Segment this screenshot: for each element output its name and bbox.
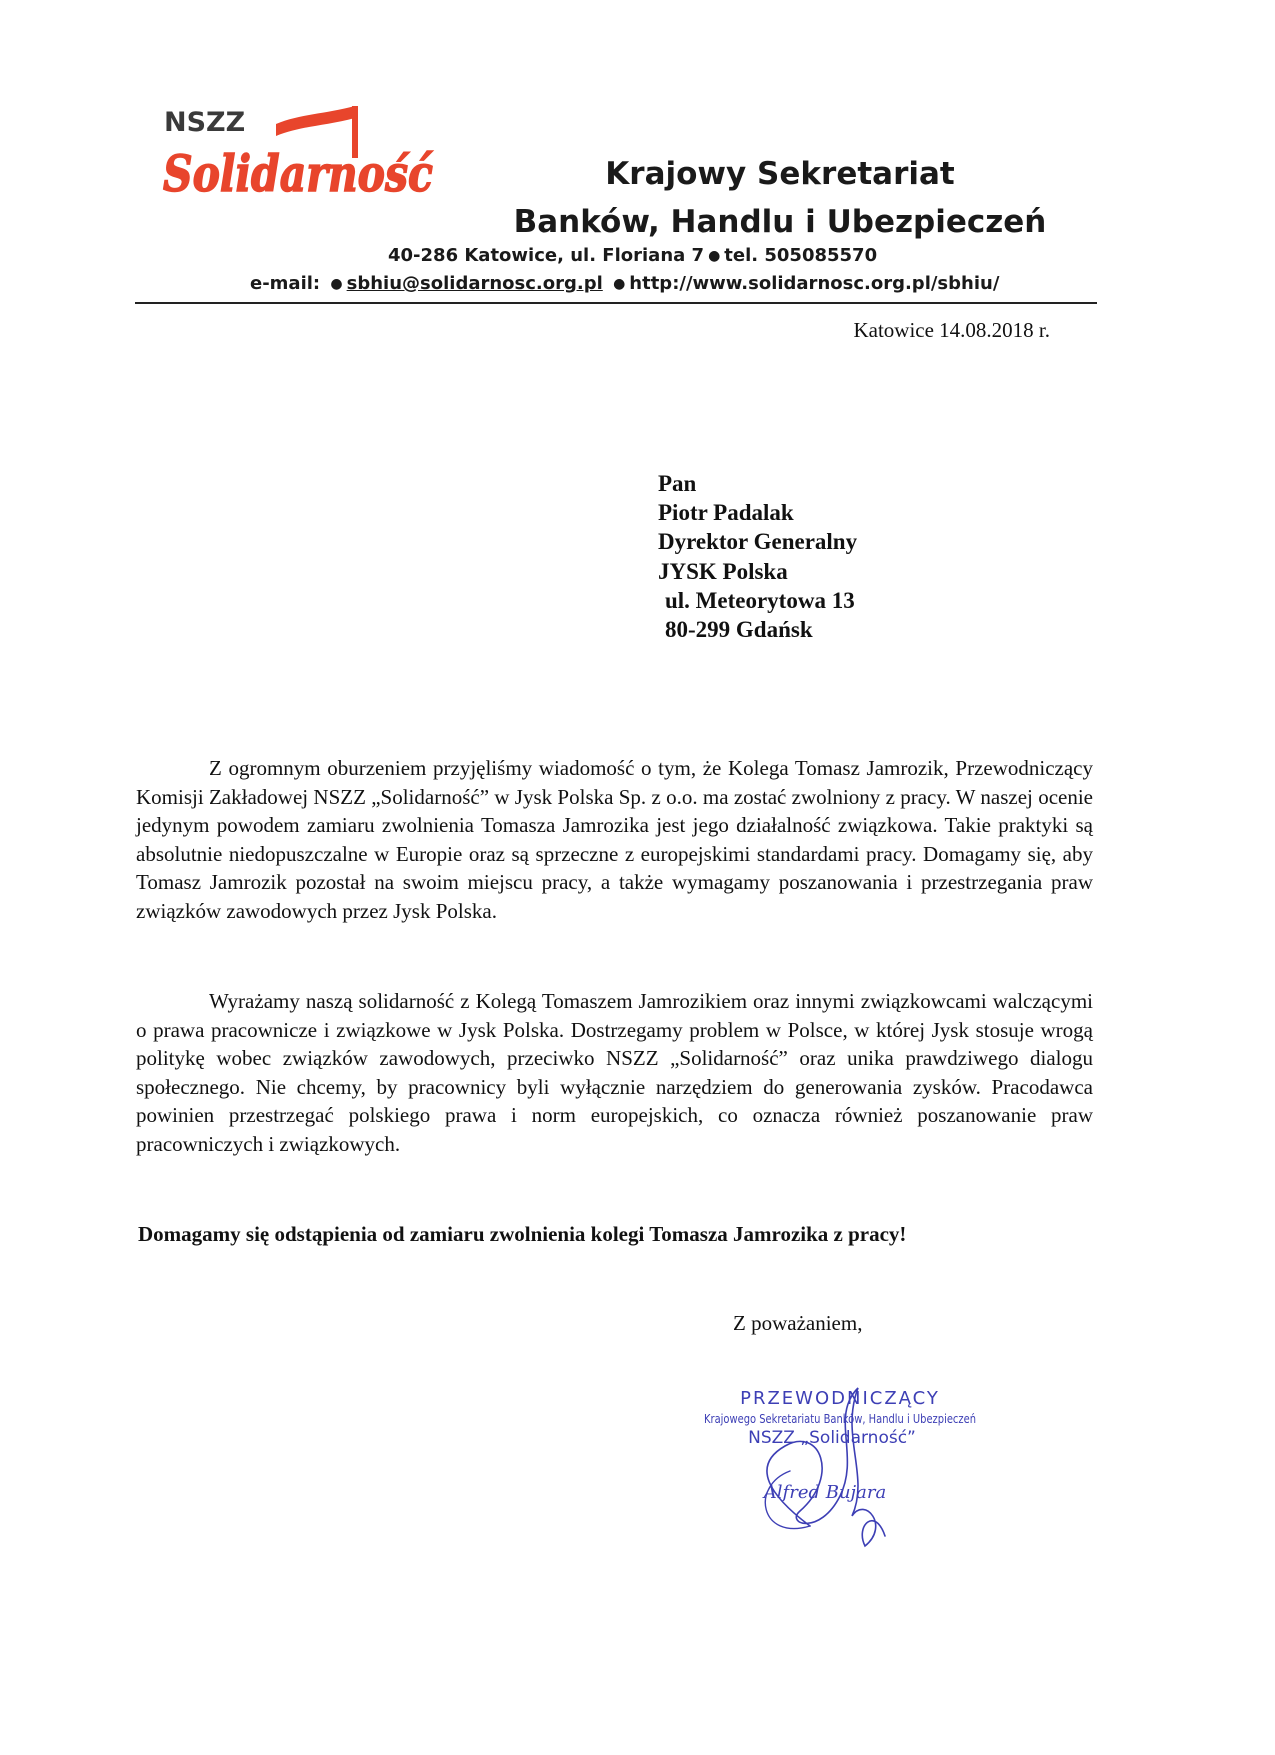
paragraph-text: Z ogromnym oburzeniem przyjęliśmy wiadomość o tym, że Kolega Tomasz Jamrozik, Przewodniczący Komisji Zakładowej NSZZ „Solidarność” w Jysk Polska Sp. z o.o. ma zostać zwolniony z pracy. W naszej ocenie jedynym powodem zamiaru zwolnienia Tomasza Jamrozika jest jego działalność związkowa. Takie praktyki są absolutnie niedopuszczalne w Europie oraz są sprzeczne z europejskimi standardami pracy. Domagamy się, aby Tomasz Jamrozik pozostał na swoim miejscu pracy, a także wymagamy poszanowania i przestrzegania praw związków zawodowych przez Jysk Polska. bbox=[136, 756, 1093, 923]
contact-web-line bbox=[250, 272, 999, 297]
stamp-name: Alfred Bujara bbox=[763, 1482, 887, 1503]
recipient-block bbox=[658, 469, 857, 644]
recipient-company: JYSK Polska bbox=[658, 558, 788, 584]
logo-solidarnosc-text: Solidarność bbox=[163, 144, 433, 203]
bullet-icon: ● bbox=[613, 276, 626, 292]
stamp-title: PRZEWODNICZĄCY bbox=[740, 1388, 940, 1409]
letter-date: Katowice 14.08.2018 r. bbox=[853, 318, 1050, 342]
paragraph-text: Wyrażamy naszą solidarność z Kolegą Tomaszem Jamrozikiem oraz innymi związkowcami walczącymi o prawa pracownicze i związkowe w Jysk Polska. Dostrzegamy problem w Polsce, w której Jysk stosuje wrogą politykę wobec związków zawodowych, przeciwko NSZZ „Solidarność” oraz unika prawdziwego dialogu społecznego. Nie chcemy, by pracownicy byli wyłącznie narzędziem do generowania zysków. Pracodawca powinien przestrzegać polskiego prawa i norm europejskich, co oznacza również poszanowanie praw pracowniczych i związkowych. bbox=[136, 989, 1093, 1156]
recipient-salutation: Pan bbox=[658, 471, 697, 496]
org-title-line1: Krajowy Sekretariat bbox=[605, 156, 955, 192]
stamp-org: Krajowego Sekretariatu Banków, Handlu i Ubezpieczeń bbox=[704, 1412, 976, 1426]
stamp-union: NSZZ „Solidarność” bbox=[748, 1428, 916, 1448]
recipient-street: ul. Meteorytowa 13 bbox=[665, 587, 855, 613]
website-link[interactable]: http://www.solidarnosc.org.pl/sbhiu/ bbox=[629, 273, 1000, 294]
bullet-icon: ● bbox=[708, 248, 721, 264]
recipient-title: Dyrektor Generalny bbox=[658, 529, 858, 555]
contact-address-line bbox=[388, 244, 877, 269]
closing-salutation: Z poważaniem, bbox=[733, 1311, 863, 1335]
demand-statement: Domagamy się odstąpienia od zamiaru zwolnienia kolegi Tomasza Jamrozika z pracy! bbox=[138, 1222, 907, 1246]
org-title-line2: Banków, Handlu i Ubezpieczeń bbox=[513, 204, 1047, 240]
email-label: e-mail: bbox=[250, 273, 321, 294]
letter-paragraph-2 bbox=[136, 987, 1093, 1159]
letter-paragraph-1 bbox=[136, 754, 1093, 926]
phone: tel. 505085570 bbox=[724, 245, 878, 266]
logo-nszz-text: NSZZ bbox=[164, 107, 246, 138]
official-stamp bbox=[690, 1376, 990, 1556]
header-divider bbox=[135, 302, 1097, 304]
solidarnosc-logo bbox=[140, 88, 460, 218]
address: 40-286 Katowice, ul. Floriana 7 bbox=[388, 245, 705, 266]
recipient-name: Piotr Padalak bbox=[658, 500, 794, 526]
recipient-city: 80-299 Gdańsk bbox=[665, 617, 813, 643]
email-link[interactable]: sbhiu@solidarnosc.org.pl bbox=[346, 273, 603, 294]
bullet-icon: ● bbox=[330, 276, 343, 292]
